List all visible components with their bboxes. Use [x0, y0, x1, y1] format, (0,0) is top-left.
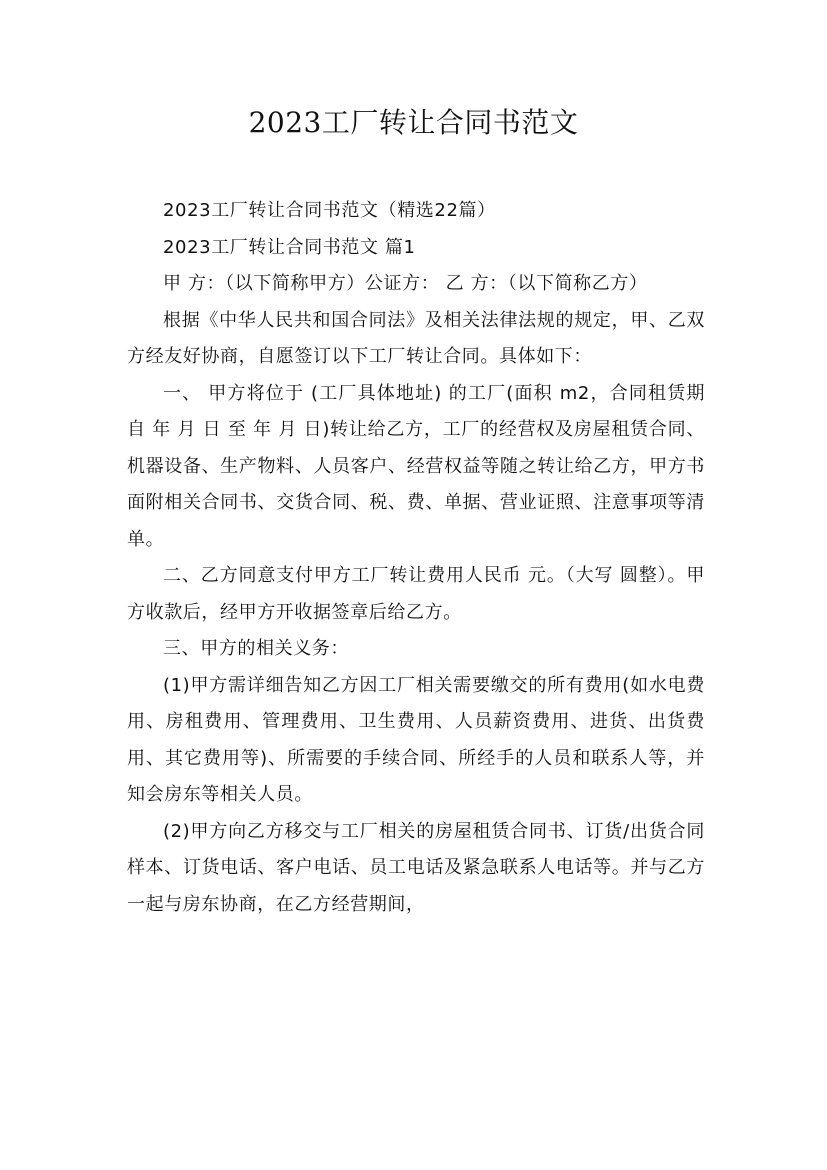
paragraph: (1)甲方需详细告知乙方因工厂相关需要缴交的所有费用(如水电费用、房租费用、管理费用、卫生费用、人员薪资费用、进货、出货费用、其它费用等)、所需要的手续合同、所经手的人员和联系人等，并知会房东等相关人员。: [127, 674, 705, 805]
paragraph: (2)甲方向乙方移交与工厂相关的房屋租赁合同书、订货/出货合同样本、订货电话、客户电话、员工电话及紧急联系人电话等。并与乙方一起与房东协商，在乙方经营期间，: [127, 820, 705, 915]
document-title: 2023工厂转让合同书范文: [248, 106, 579, 139]
paragraph: 2023工厂转让合同书范文（精选22篇）: [163, 200, 496, 221]
paragraph: 三、甲方的相关义务：: [163, 638, 349, 659]
paragraph: 甲 方：（以下简称甲方）公证方： 乙 方：（以下简称乙方）: [163, 273, 648, 294]
paragraph: 2023工厂转让合同书范文 篇1: [163, 236, 416, 258]
paragraph: 二、乙方同意支付甲方工厂转让费用人民币 元。（大写 圆整）。甲方收款后，经甲方开收据签章后给乙方。: [127, 565, 705, 623]
paragraph: 根据《中华人民共和国合同法》及相关法律法规的规定，甲、乙双方经友好协商，自愿签订以下工厂转让合同。具体如下：: [127, 309, 705, 367]
document-body: [127, 193, 705, 923]
paragraph: 一、 甲方将位于 (工厂具体地址) 的工厂(面积 m2，合同租赁期自 年 月 日 至 年 月 日)转让给乙方，工厂的经营权及房屋租赁合同、机器设备、生产物料、人员客户、经营权益等随之转让给乙方，甲方书面附相关合同书、交货合同、税、费、单据、营业证照、注意事项等清单。: [127, 382, 705, 550]
